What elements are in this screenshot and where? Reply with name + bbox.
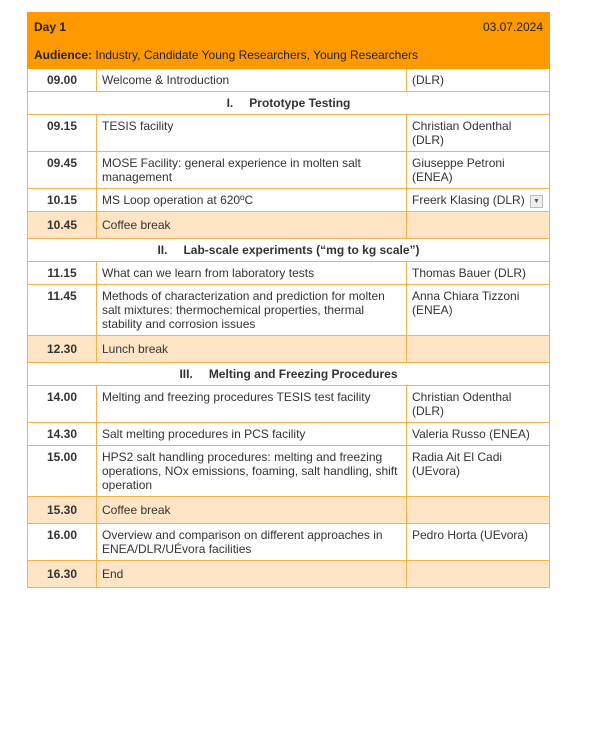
section-cell xyxy=(28,239,550,262)
speaker-text: Anna Chiara Tizzoni (ENEA) xyxy=(412,289,520,317)
time-cell: 11.15 xyxy=(28,262,97,285)
session-title-cell: Overview and comparison on different approaches in ENEA/DLR/UÉvora facilities xyxy=(97,524,407,561)
time-cell: 10.15 xyxy=(28,189,97,212)
break-row xyxy=(28,336,550,363)
speaker-text: Thomas Bauer (DLR) xyxy=(412,266,527,280)
speaker-text: Valeria Russo (ENEA) xyxy=(412,427,530,441)
time-cell: 09.15 xyxy=(28,115,97,152)
speaker-cell xyxy=(407,69,550,92)
day-label: Day 1 xyxy=(34,20,67,34)
session-title-cell: Coffee break xyxy=(97,212,407,239)
session-row xyxy=(28,423,550,446)
speaker-text: Giuseppe Petroni (ENEA) xyxy=(412,156,505,184)
section-title: Lab-scale experiments (“mg to kg scale”) xyxy=(183,243,420,257)
section-cell xyxy=(28,92,550,115)
break-row xyxy=(28,561,550,588)
audience-label: Audience: xyxy=(34,48,93,62)
speaker-cell xyxy=(407,336,550,363)
date-label: 03.07.2024 xyxy=(482,20,543,34)
time-cell: 14.00 xyxy=(28,386,97,423)
speaker-cell xyxy=(407,285,550,336)
time-cell: 10.45 xyxy=(28,212,97,239)
speaker-cell xyxy=(407,152,550,189)
section-cell xyxy=(28,363,550,386)
break-row xyxy=(28,497,550,524)
section-row xyxy=(28,92,550,115)
time-cell: 12.30 xyxy=(28,336,97,363)
session-row xyxy=(28,189,550,212)
section-row xyxy=(28,239,550,262)
time-cell: 16.30 xyxy=(28,561,97,588)
day-header-row xyxy=(28,13,550,42)
session-row xyxy=(28,262,550,285)
speaker-cell xyxy=(407,189,550,212)
speaker-cell xyxy=(407,524,550,561)
session-title-cell: Welcome & Introduction xyxy=(97,69,407,92)
dropdown-arrow-icon[interactable]: ▼ xyxy=(530,195,543,208)
speaker-cell xyxy=(407,423,550,446)
speaker-cell xyxy=(407,386,550,423)
speaker-cell xyxy=(407,446,550,497)
session-row xyxy=(28,386,550,423)
time-cell: 15.00 xyxy=(28,446,97,497)
speaker-cell xyxy=(407,497,550,524)
session-row xyxy=(28,115,550,152)
speaker-cell xyxy=(407,561,550,588)
session-row xyxy=(28,69,550,92)
time-cell: 16.00 xyxy=(28,524,97,561)
session-row xyxy=(28,524,550,561)
session-title-cell: MS Loop operation at 620ºC xyxy=(97,189,407,212)
session-title-cell: HPS2 salt handling procedures: melting and freezing operations, NOx emissions, foaming, salt handling, shift operation xyxy=(97,446,407,497)
session-title-cell: Salt melting procedures in PCS facility xyxy=(97,423,407,446)
section-title: Melting and Freezing Procedures xyxy=(208,367,398,381)
session-title-cell: Coffee break xyxy=(97,497,407,524)
section-row xyxy=(28,363,550,386)
time-cell: 15.30 xyxy=(28,497,97,524)
time-cell: 14.30 xyxy=(28,423,97,446)
time-cell: 11.45 xyxy=(28,285,97,336)
speaker-cell xyxy=(407,212,550,239)
audience-value: Industry, Candidate Young Researchers, Young Researchers xyxy=(95,48,419,62)
speaker-cell xyxy=(407,262,550,285)
speaker-text: (DLR) xyxy=(412,73,444,87)
session-title-cell: TESIS facility xyxy=(97,115,407,152)
speaker-text: Pedro Horta (UEvora) xyxy=(412,528,529,542)
session-title-cell: Methods of characterization and prediction for molten salt mixtures: thermochemical properties, thermal stability and corrosion issues xyxy=(97,285,407,336)
session-row xyxy=(28,152,550,189)
session-title-cell: Lunch break xyxy=(97,336,407,363)
session-title-cell: MOSE Facility: general experience in molten salt management xyxy=(97,152,407,189)
speaker-text: Radia Ait El Cadi (UEvora) xyxy=(412,450,503,478)
audience-cell xyxy=(28,42,550,69)
speaker-text: Christian Odenthal (DLR) xyxy=(412,390,512,418)
session-title-cell: End xyxy=(97,561,407,588)
session-row xyxy=(28,446,550,497)
speaker-text: Freerk Klasing (DLR) xyxy=(412,193,525,207)
time-cell: 09.45 xyxy=(28,152,97,189)
time-cell: 09.00 xyxy=(28,69,97,92)
section-numeral: II. xyxy=(157,243,168,257)
speaker-cell xyxy=(407,115,550,152)
section-numeral: III. xyxy=(179,367,193,381)
session-title-cell: What can we learn from laboratory tests xyxy=(97,262,407,285)
audience-row xyxy=(28,42,550,69)
section-title: Prototype Testing xyxy=(249,96,351,110)
agenda-table xyxy=(27,12,550,588)
session-row xyxy=(28,285,550,336)
speaker-text: Christian Odenthal (DLR) xyxy=(412,119,512,147)
day-header-cell xyxy=(28,13,550,42)
session-title-cell: Melting and freezing procedures TESIS test facility xyxy=(97,386,407,423)
break-row xyxy=(28,212,550,239)
section-numeral: I. xyxy=(226,96,234,110)
